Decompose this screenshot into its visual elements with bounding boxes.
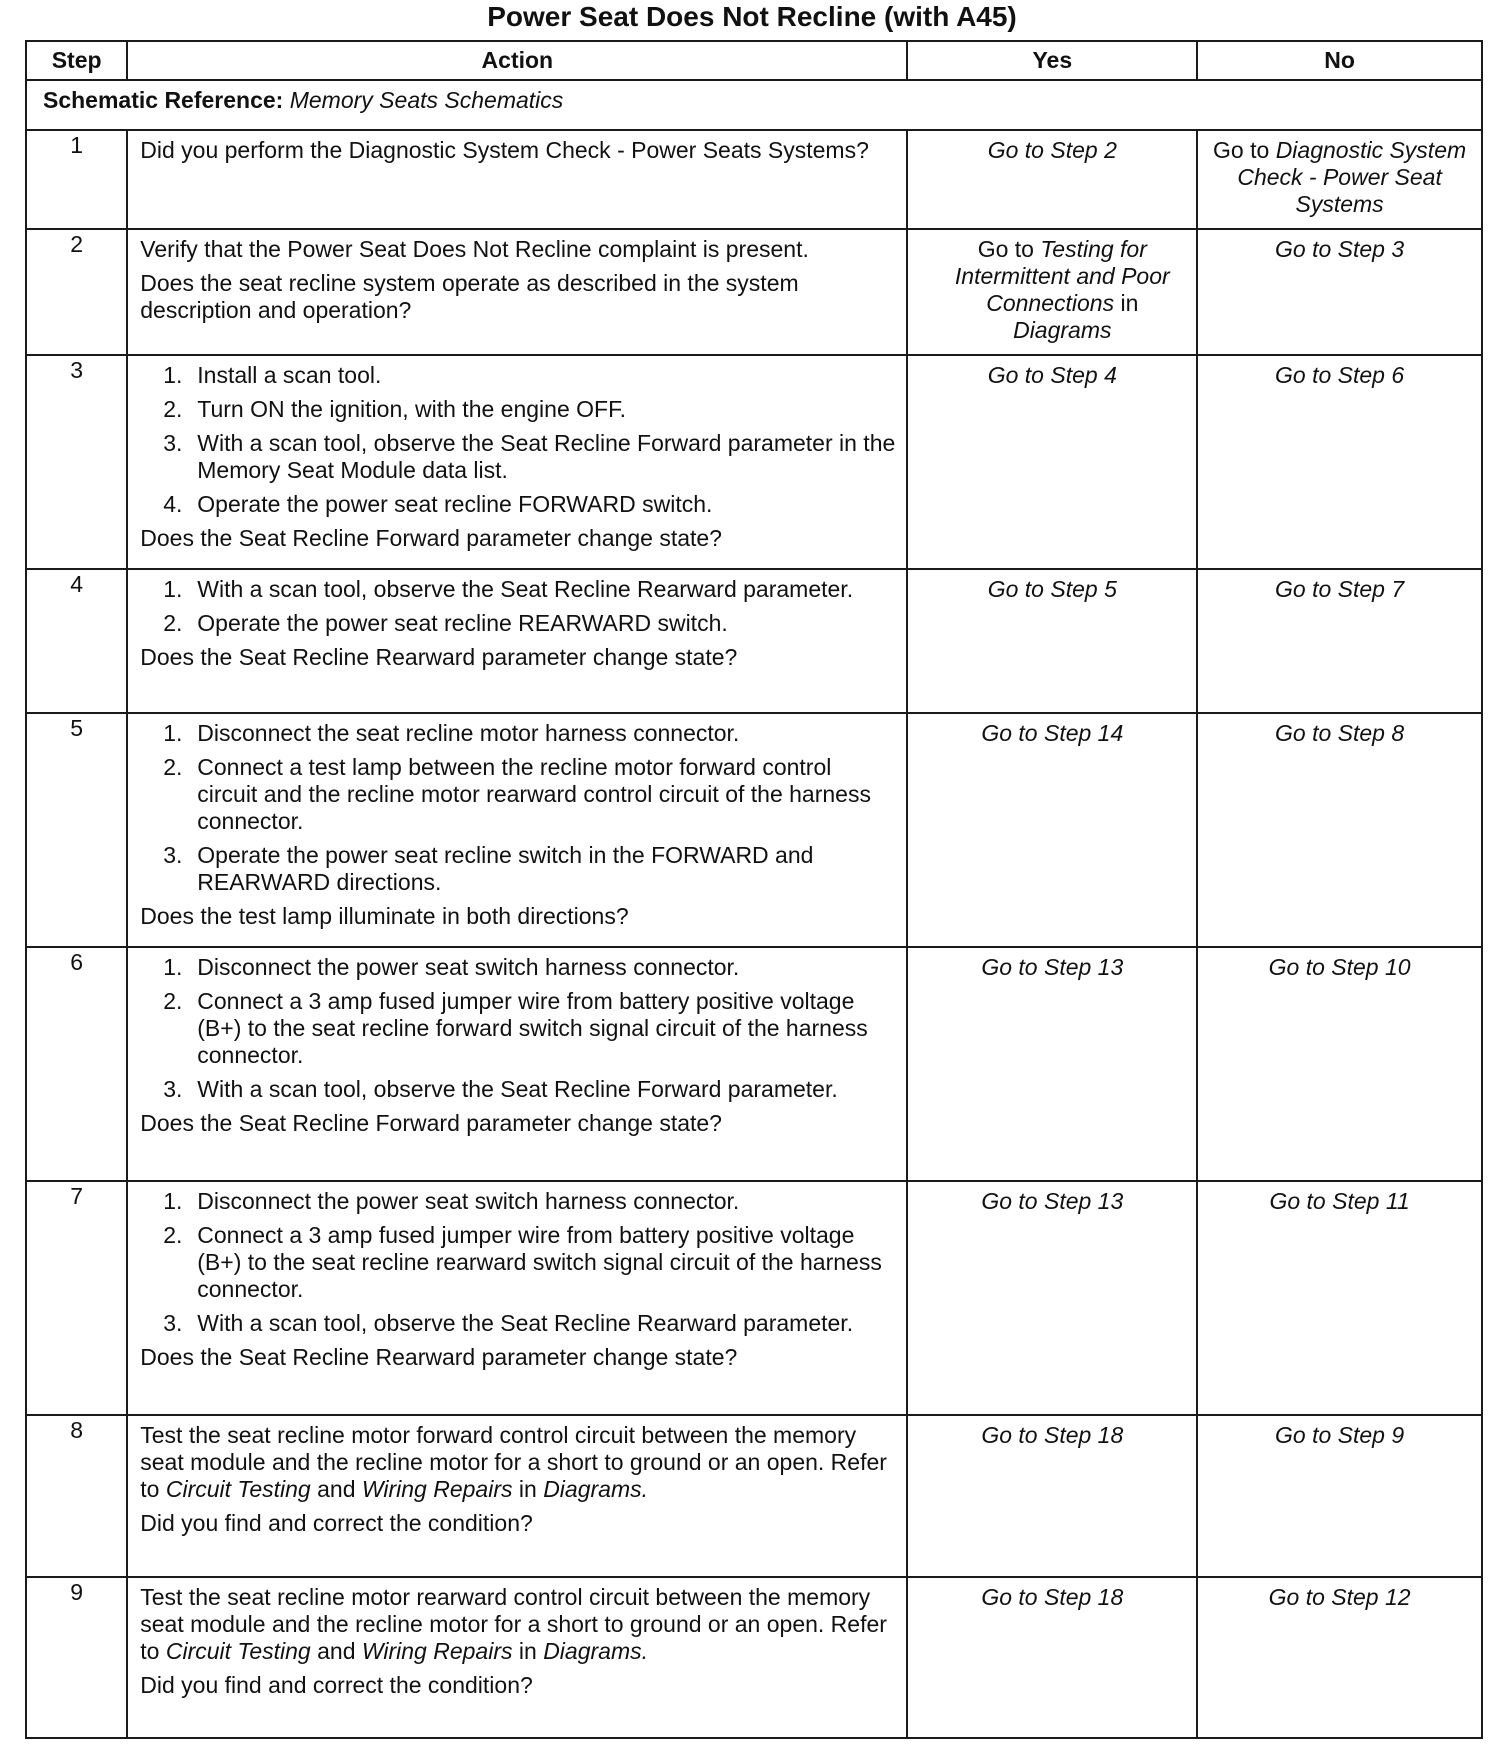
- page-title: Power Seat Does Not Recline (with A45): [487, 1, 1017, 32]
- yes-link: Testing for Intermittent and Poor Connections: [954, 236, 1170, 316]
- action-question: Did you find and correct the condition?: [140, 1510, 533, 1536]
- list-item: 3. Operate the power seat recline switch in the FORWARD and REARWARD directions.: [163, 842, 814, 895]
- yes-cell: Go to Step 13: [907, 1181, 1197, 1415]
- list-item: 2. Turn ON the ignition, with the engine OFF.: [163, 396, 626, 422]
- yes-cell: Go to Step 18: [907, 1415, 1197, 1577]
- step-action: [127, 130, 907, 229]
- table-row: [26, 130, 1482, 229]
- no-cell: Go to Step 6: [1197, 355, 1482, 569]
- yes-cell: Go to Step 4: [907, 355, 1197, 569]
- list-item: 2. Connect a test lamp between the recline motor forward control circuit and the recline motor rearward control circuit of the harness connector.: [163, 754, 871, 834]
- list-item: 1. Disconnect the power seat switch harness connector.: [163, 1188, 740, 1214]
- step-number: 6: [26, 947, 127, 1181]
- action-question: Does the test lamp illuminate in both directions?: [140, 903, 629, 929]
- step-number: 1: [26, 130, 127, 229]
- step-number: 5: [26, 713, 127, 947]
- step-action: [127, 1577, 907, 1738]
- no-cell: Go to Step 8: [1197, 713, 1482, 947]
- yes-cell: Go to Step 14: [907, 713, 1197, 947]
- list-item: 3. With a scan tool, observe the Seat Recline Forward parameter.: [163, 1076, 838, 1102]
- header-action: Action: [127, 41, 907, 80]
- substep-list: [140, 362, 896, 518]
- action-question: Does the Seat Recline Rearward parameter change state?: [140, 644, 738, 670]
- ref-wiring-repairs: Wiring Repairs: [361, 1476, 513, 1502]
- step-action: [127, 229, 907, 355]
- action-text: Did you perform the Diagnostic System Check - Power Seats Systems?: [140, 137, 869, 163]
- list-item: 3. With a scan tool, observe the Seat Recline Forward parameter in the Memory Seat Module data list.: [163, 430, 896, 483]
- substep-list: [140, 1188, 896, 1337]
- table-header-row: [26, 41, 1482, 80]
- action-question: Does the seat recline system operate as described in the system description and operation?: [140, 270, 799, 323]
- action-question: Did you find and correct the condition?: [140, 1672, 533, 1698]
- no-cell: Go to Step 11: [1197, 1181, 1482, 1415]
- no-link: Diagnostic System Check - Power Seat Systems: [1237, 137, 1467, 217]
- table-row: [26, 569, 1482, 713]
- step-number: 3: [26, 355, 127, 569]
- yes-cell: Go to Step 5: [907, 569, 1197, 713]
- schematic-link: Memory Seats Schematics: [289, 87, 564, 113]
- no-cell: Go to Step 10: [1197, 947, 1482, 1181]
- ref-circuit-testing: Circuit Testing: [165, 1476, 311, 1502]
- substep-list: [140, 720, 896, 896]
- header-yes: Yes: [907, 41, 1197, 80]
- schematic-row: [26, 80, 1482, 130]
- table-row: [26, 947, 1482, 1181]
- step-action: [127, 1181, 907, 1415]
- table-row: [26, 355, 1482, 569]
- step-action: [127, 569, 907, 713]
- step-number: 2: [26, 229, 127, 355]
- no-cell: Go to Step 12: [1197, 1577, 1482, 1738]
- no-cell: Go to Step 7: [1197, 569, 1482, 713]
- table-row: [26, 1181, 1482, 1415]
- list-item: 1. Disconnect the seat recline motor harness connector.: [163, 720, 740, 746]
- diagnostic-table: [25, 40, 1483, 1739]
- header-step: Step: [26, 41, 127, 80]
- step-number: 8: [26, 1415, 127, 1577]
- list-item: 2. Operate the power seat recline REARWARD switch.: [163, 610, 728, 636]
- ref-wiring-repairs: Wiring Repairs: [361, 1638, 513, 1664]
- yes-mid: in: [1120, 290, 1139, 316]
- list-item: 1. Disconnect the power seat switch harness connector.: [163, 954, 740, 980]
- action-question: Does the Seat Recline Forward parameter change state?: [140, 1110, 722, 1136]
- step-number: 7: [26, 1181, 127, 1415]
- action-text: Test the seat recline motor forward control circuit between the memory seat module and the recline motor for a short to ground or an open. Refer to Circuit Testing and Wiring Repairs in Diagrams.: [140, 1422, 887, 1502]
- table-row: [26, 713, 1482, 947]
- list-item: 1. With a scan tool, observe the Seat Recline Rearward parameter.: [163, 576, 854, 602]
- action-text: Verify that the Power Seat Does Not Recline complaint is present.: [140, 236, 809, 262]
- action-question: Does the Seat Recline Forward parameter change state?: [140, 525, 722, 551]
- table-row: [26, 229, 1482, 355]
- table-row: [26, 1415, 1482, 1577]
- yes-link-2: Diagrams: [1013, 317, 1112, 343]
- no-cell: Go to Step 9: [1197, 1415, 1482, 1577]
- action-question: Does the Seat Recline Rearward parameter change state?: [140, 1344, 738, 1370]
- list-item: 4. Operate the power seat recline FORWARD switch.: [163, 491, 713, 517]
- ref-circuit-testing: Circuit Testing: [165, 1638, 311, 1664]
- table-row: [26, 1577, 1482, 1738]
- step-action: [127, 1415, 907, 1577]
- yes-cell: Go to Step 2: [907, 130, 1197, 229]
- step-action: [127, 713, 907, 947]
- schematic-reference: [26, 80, 1482, 130]
- action-text: Test the seat recline motor rearward control circuit between the memory seat module and the recline motor for a short to ground or an open. Refer to Circuit Testing and Wiring Repairs in Diagrams.: [140, 1584, 887, 1664]
- substep-list: [140, 576, 896, 637]
- list-item: 1. Install a scan tool.: [163, 362, 382, 388]
- ref-diagrams: Diagrams.: [543, 1638, 648, 1664]
- step-action: [127, 947, 907, 1181]
- yes-cell: Go to Step 13: [907, 947, 1197, 1181]
- header-no: No: [1197, 41, 1482, 80]
- yes-cell: [907, 229, 1197, 355]
- yes-cell: Go to Step 18: [907, 1577, 1197, 1738]
- step-number: 4: [26, 569, 127, 713]
- step-action: [127, 355, 907, 569]
- step-number: 9: [26, 1577, 127, 1738]
- no-prefix: Go to: [1213, 137, 1270, 163]
- no-cell: Go to Step 3: [1197, 229, 1482, 355]
- ref-diagrams: Diagrams.: [543, 1476, 648, 1502]
- schematic-label: Schematic Reference:: [43, 87, 284, 113]
- no-cell: [1197, 130, 1482, 229]
- yes-prefix: Go to: [977, 236, 1034, 262]
- substep-list: [140, 954, 896, 1103]
- list-item: 2. Connect a 3 amp fused jumper wire from battery positive voltage (B+) to the seat recline forward switch signal circuit of the harness connector.: [163, 988, 868, 1068]
- list-item: 2. Connect a 3 amp fused jumper wire from battery positive voltage (B+) to the seat recline rearward switch signal circuit of the harness connector.: [163, 1222, 882, 1302]
- list-item: 3. With a scan tool, observe the Seat Recline Rearward parameter.: [163, 1310, 854, 1336]
